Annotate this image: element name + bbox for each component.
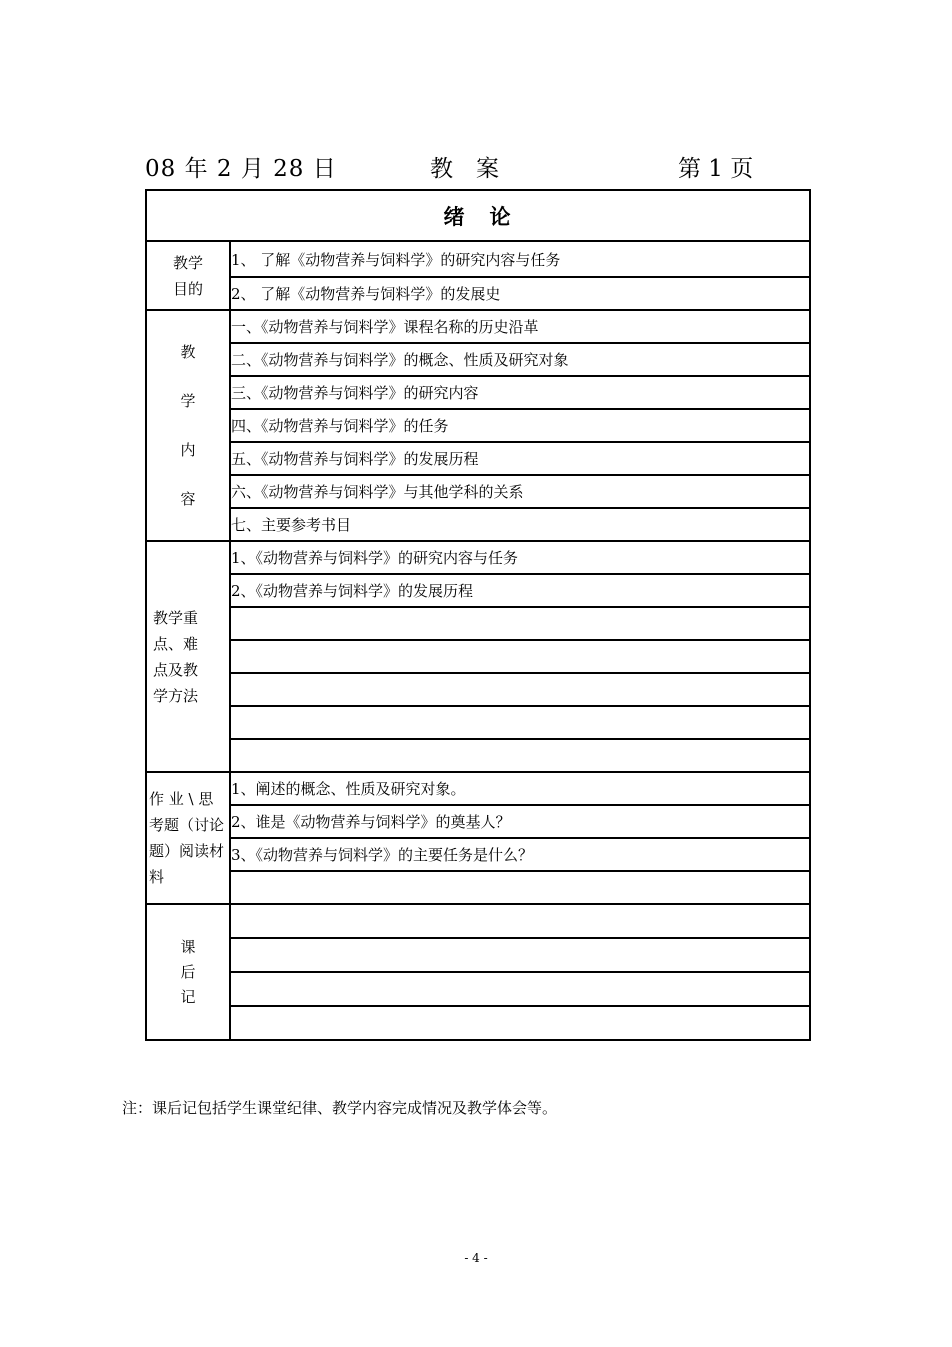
key-point-row (230, 673, 810, 706)
key-point-row (230, 640, 810, 673)
homework-row: 2、谁是《动物营养与饲料学》的奠基人？ (230, 805, 810, 838)
homework-row: 3、《动物营养与饲料学》的主要任务是什么？ (230, 838, 810, 871)
content-row: 一、《动物营养与饲料学》课程名称的历史沿革 (230, 310, 810, 343)
objectives-label-text: 教学目的 (172, 253, 203, 298)
content-label-char: 内 (180, 440, 196, 459)
page-header (145, 150, 785, 184)
key-point-row (230, 706, 810, 739)
key-point-row (230, 739, 810, 772)
content-row: 七、主要参考书目 (230, 508, 810, 541)
footnote: 注：课后记包括学生课堂纪律、教学内容完成情况及教学体会等。 (122, 1099, 558, 1117)
content-row: 三、《动物营养与饲料学》的研究内容 (230, 376, 810, 409)
key-points-label-line: 点、难 (153, 634, 199, 653)
homework-label-line: 题）阅读材 (149, 842, 225, 860)
key-point-row (230, 607, 810, 640)
key-points-label-line: 点及教 (153, 660, 199, 679)
content-label-char: 教 (180, 342, 196, 361)
page-number: - 4 - (464, 1251, 488, 1265)
objective-row: 1、 了解《动物营养与饲料学》的研究内容与任务 (230, 241, 810, 277)
header-page: 第 1 页 (678, 156, 754, 182)
notes-after-row (230, 1006, 810, 1040)
homework-row: 1、阐述的概念、性质及研究对象。 (230, 772, 810, 805)
key-point-row: 1、《动物营养与饲料学》的研究内容与任务 (230, 541, 810, 574)
notes-after-row (230, 972, 810, 1006)
lesson-plan-table (145, 189, 811, 1041)
key-points-label-line: 学方法 (153, 686, 199, 705)
content-row: 五、《动物营养与饲料学》的发展历程 (230, 442, 810, 475)
objectives-label (146, 241, 230, 310)
homework-label-line: 料 (149, 868, 165, 886)
content-row: 二、《动物营养与饲料学》的概念、性质及研究对象 (230, 343, 810, 376)
homework-row (230, 871, 810, 904)
content-label-char: 容 (180, 489, 196, 508)
content-label (146, 310, 230, 541)
key-point-row: 2、《动物营养与饲料学》的发展历程 (230, 574, 810, 607)
content-label-char: 学 (180, 391, 196, 410)
objective-row: 2、 了解《动物营养与饲料学》的发展史 (230, 277, 810, 310)
notes-after-label (146, 904, 230, 1040)
homework-label-line: 作 业 \ 思 (149, 790, 214, 808)
key-points-label (146, 541, 230, 772)
header-date: 08 年 2 月 28 日 (145, 156, 337, 182)
homework-label-line: 考题（讨论 (149, 816, 225, 834)
key-points-label-line: 教学重 (153, 608, 199, 627)
notes-after-label-char: 课 (180, 937, 196, 956)
notes-after-row (230, 904, 810, 938)
notes-after-label-char: 后 (180, 962, 196, 981)
header-title: 教 案 (430, 156, 499, 182)
notes-after-label-char: 记 (180, 987, 196, 1006)
content-row: 四、《动物营养与饲料学》的任务 (230, 409, 810, 442)
homework-label (146, 772, 230, 904)
content-row: 六、《动物营养与饲料学》与其他学科的关系 (230, 475, 810, 508)
notes-after-row (230, 938, 810, 972)
table-title: 绪 论 (146, 190, 810, 241)
